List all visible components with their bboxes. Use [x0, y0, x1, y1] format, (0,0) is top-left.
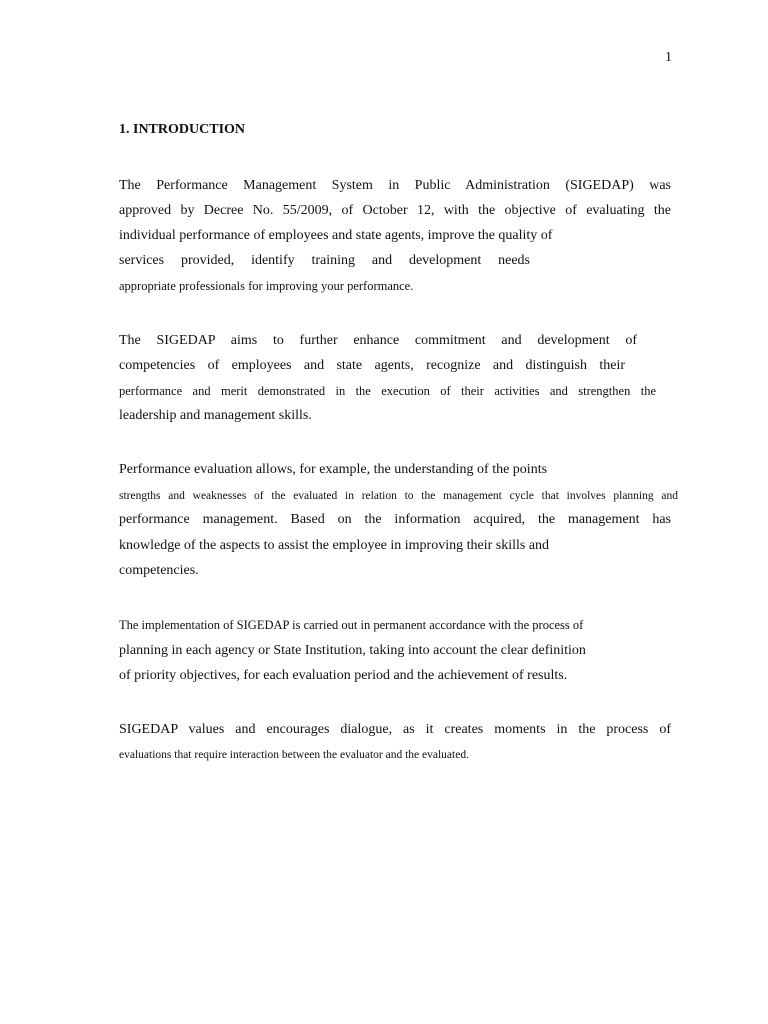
paragraph-line: competencies.: [119, 563, 199, 578]
paragraph-line: The SIGEDAP aims to further enhance commitment and development of: [119, 333, 637, 348]
paragraph-line: competencies of employees and state agents, recognize and distinguish their: [119, 358, 625, 373]
paragraph-line: appropriate professionals for improving your performance.: [119, 279, 414, 293]
paragraph-line: strengths and weaknesses of the evaluated in relation to the management cycle that involves planning and: [119, 490, 678, 502]
paragraph-line: services provided, identify training and development needs: [119, 253, 530, 268]
page-number: 1: [665, 50, 672, 65]
paragraph-line: Performance evaluation allows, for example, the understanding of the points: [119, 462, 548, 477]
paragraph-line: performance and merit demonstrated in the execution of their activities and strengthen the: [119, 384, 656, 398]
paragraph-line: SIGEDAP values and encourages dialogue, as it creates moments in the process of: [119, 722, 671, 737]
paragraph-line: leadership and management skills.: [119, 408, 312, 423]
paragraph-line: performance management. Based on the information acquired, the management has: [119, 512, 671, 527]
paragraph-line: individual performance of employees and state agents, improve the quality of: [119, 228, 553, 243]
paragraph-line: knowledge of the aspects to assist the employee in improving their skills and: [119, 538, 550, 553]
section-heading: 1. INTRODUCTION: [119, 122, 246, 137]
paragraph-line: evaluations that require interaction between the evaluator and the evaluated.: [119, 749, 469, 761]
paragraph-line: approved by Decree No. 55/2009, of October 12, with the objective of evaluating the: [119, 203, 671, 218]
paragraph-line: The Performance Management System in Public Administration (SIGEDAP) was: [119, 178, 671, 193]
paragraph-line: The implementation of SIGEDAP is carried out in permanent accordance with the process of: [119, 618, 584, 632]
paragraph-line: planning in each agency or State Institution, taking into account the clear definition: [119, 643, 586, 658]
paragraph-line: of priority objectives, for each evaluation period and the achievement of results.: [119, 668, 568, 683]
